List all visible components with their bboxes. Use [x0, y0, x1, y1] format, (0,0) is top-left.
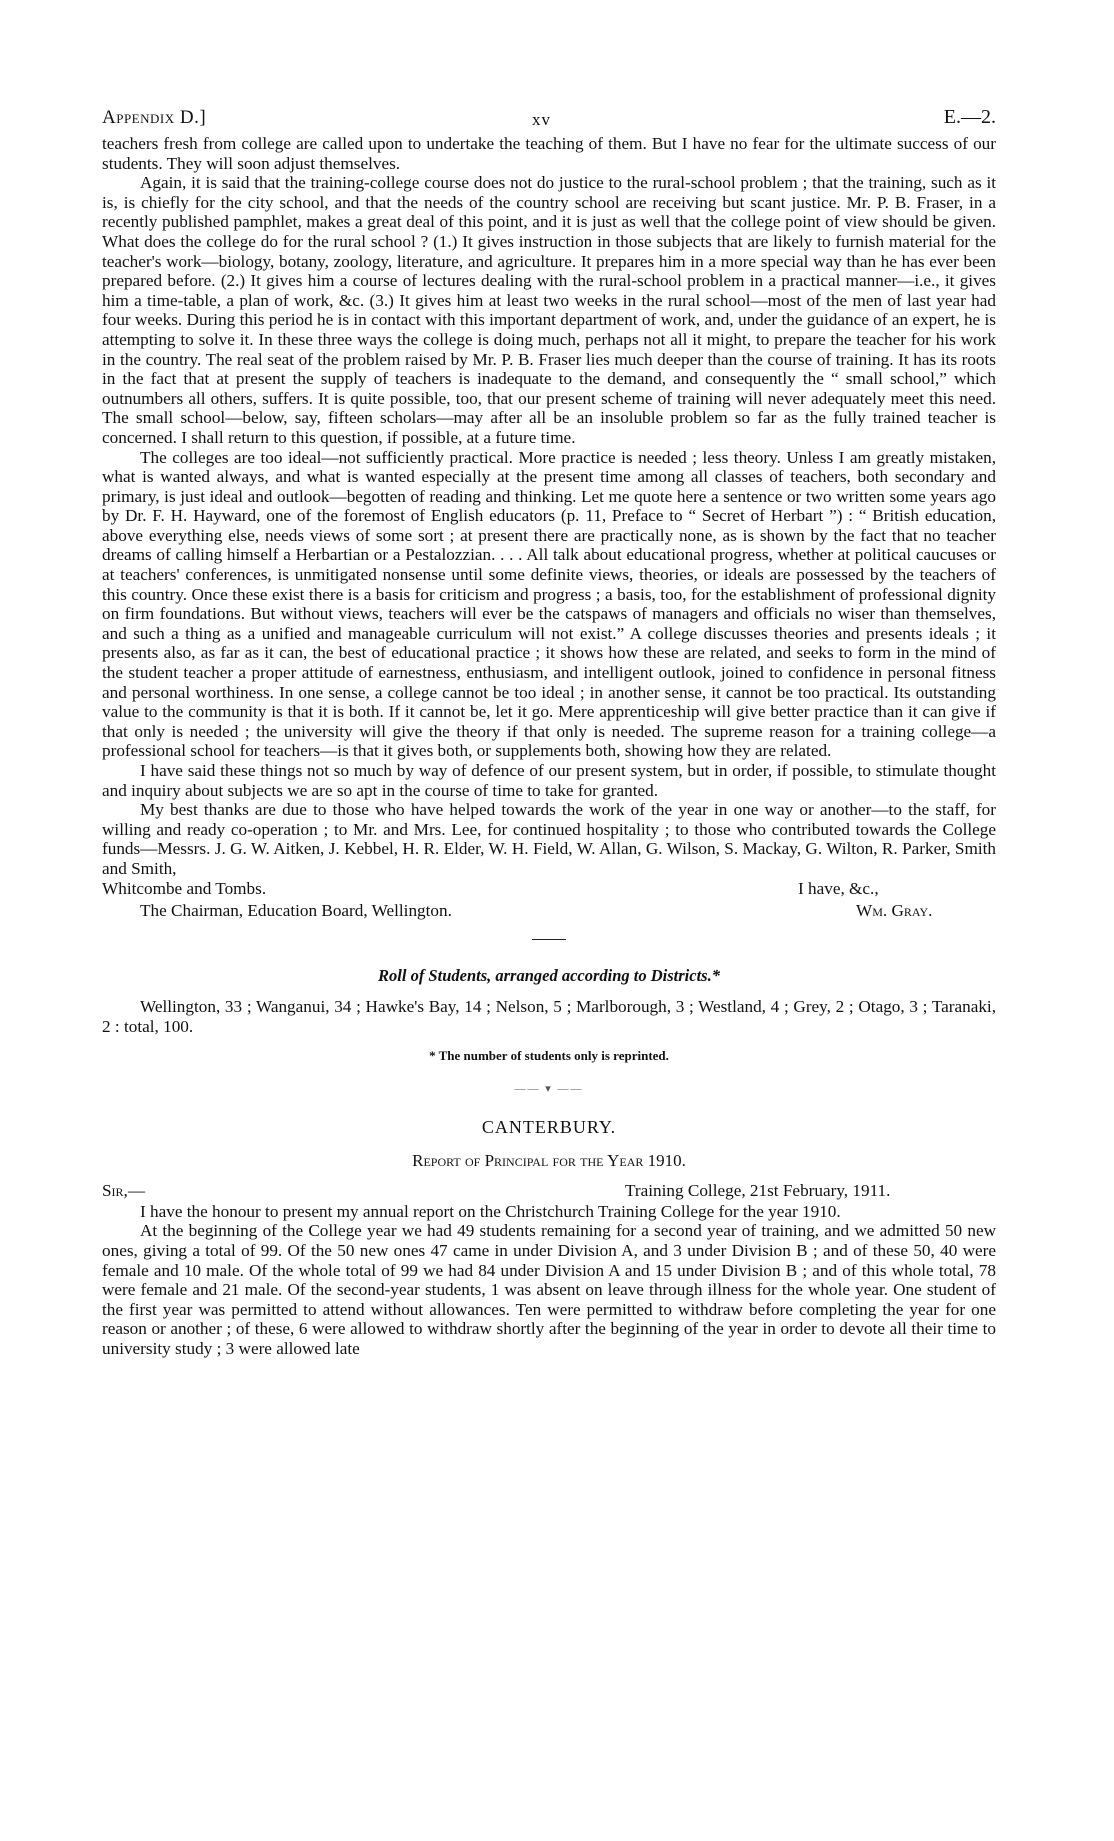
roll-heading: Roll of Students, arranged according to Districts.*: [378, 965, 720, 985]
header-reference: E.—2.: [943, 106, 996, 128]
ornament-divider: —— ▾ ——: [514, 1082, 584, 1095]
paragraph-enrolment: At the beginning of the College year we had 49 students remaining for a second year of training, and we admitted 50 new ones, giving a total of 99. Of the 50 new ones 47 came in under Division A, and 3 under Division B ; and of these 50, 40 were female and 10 male. Of the whole total of 99 we had 84 under Division A and 15 under Division B ; and of this whole total, 78 were female and 21 male. Of the second-year students, 1 was absent on leave through illness for the whole year. One student of the first year was permitted to attend without allowances. Ten were permitted to withdraw before completing the year for one reason or another ; of these, 6 were allowed to withdraw shortly after the beginning of the year in order to devote all their time to university study ; 3 were allowed late: [102, 1221, 996, 1358]
report-title-text: Report of Principal for the Year 1910.: [412, 1151, 686, 1171]
document-page: [102, 104, 996, 1358]
signature-line: [102, 901, 996, 931]
paragraph-defence: I have said these things not so much by way of defence of our present system, but in order, if possible, to stimulate thought and inquiry about subjects we are so apt in the course of time to take for granted.: [102, 761, 996, 800]
paragraph-colleges-ideal: The colleges are too ideal—not sufficiently practical. More practice is needed ; less theory. Unless I am greatly mistaken, what is wanted always, and what is wanted especially at the present time among all classes of teachers, both secondary and primary, is just ideal and outlook—begotten of reading and thinking. Let me quote here a sentence or two written some years ago by Dr. F. H. Hayward, one of the foremost of English educators (p. 11, Preface to “ Secret of Herbart ”) : “ British education, above everything else, needs views of some sort ; at present there are practically none, as is shown by the fact that no teacher dreams of calling himself a Herbartian or a Pestalozzian. . . . All talk about educational progress, whether at political caucuses or at teachers' conferences, is unmitigated nonsense until some definite views, theories, or ideals are possessed by the teachers of this country. Once these exist there is a basis for criticism and progress ; a basis, too, for the establishment of professional dignity on firm foundations. But without views, teachers will ever be the catspaws of managers and officials no wiser than themselves, and such a thing as a unified and manageable curriculum will not exist.” A college discusses theories and presents ideals ; it presents also, as far as it can, the best of educational practice ; it shows how these are related, and seeks to form in the mind of the student teacher a proper attitude of earnestness, enthusiasm, and intelligent outlook, joined to confidence in personal fitness and personal worthiness. In one sense, a college cannot be too ideal ; in another sense, it cannot be too practical. Its outstanding value to the community is that it is both. If it cannot be, let it go. Mere apprenticeship will give better practice than it can give if that only is needed ; the university will give the theory if that only is needed. The supreme reason for a training college—a professional school for teachers—is that it gives both, or supplements both, showing how they are related.: [102, 447, 996, 761]
page-header: [102, 104, 996, 134]
header-appendix: [102, 108, 206, 128]
header-appendix-prefix: Appendix: [102, 107, 175, 128]
section-divider: [532, 939, 566, 940]
header-appendix-suffix: D.]: [179, 107, 207, 128]
roll-text: Wellington, 33 ; Wanganui, 34 ; Hawke's Bay, 14 ; Nelson, 5 ; Marlborough, 3 ; Westland, 4 ; Grey, 2 ; Otago, 3 ; Taranaki, 2 : total, 100.: [102, 997, 996, 1036]
closing-right: I have, &c.,: [798, 878, 879, 898]
closing-left: Whitcombe and Tombs.: [102, 878, 267, 898]
header-page-number: xv: [532, 110, 551, 129]
paragraph-honour: I have the honour to present my annual report on the Christchurch Training College for the year 1910.: [140, 1201, 841, 1221]
signature: Wm. Gray.: [856, 900, 933, 920]
paragraph-continuation: teachers fresh from college are called upon to undertake the teaching of them. But I have no fear for the ultimate success of our students. They will soon adjust themselves.: [102, 134, 996, 173]
report-title: [102, 1151, 996, 1171]
addressee: The Chairman, Education Board, Wellington.: [140, 900, 452, 920]
place-date: Training College, 21st February, 1911.: [625, 1180, 891, 1200]
roll-footnote: * The number of students only is reprinted.: [429, 1048, 669, 1064]
salutation: Sir,—: [102, 1180, 146, 1200]
paragraph-thanks: My best thanks are due to those who have helped towards the work of the year in one way or another—to the staff, for willing and ready co-operation ; to Mr. and Mrs. Lee, for continued hospitality ; to those who contributed towards the College funds—Messrs. J. G. W. Aitken, J. Kebbel, H. R. Elder, W. H. Field, W. Allan, G. Wilson, S. Mackay, G. Wilton, R. Parker, Smith and Smith,: [102, 800, 996, 878]
salutation-line: [102, 1181, 996, 1202]
paragraph-rural-school: Again, it is said that the training-college course does not do justice to the rural-school problem ; that the training, such as it is, is chiefly for the city school, and that the needs of the country school are receiving but scant justice. Mr. P. B. Fraser, in a recently published pamphlet, makes a great deal of this point, and it is just as well that the college point of view should be given. What does the college do for the rural school ? (1.) It gives instruction in those subjects that are likely to furnish material for the teacher's work—biology, botany, zoology, literature, and agriculture. It prepares him in a more special way than he has ever been prepared before. (2.) It gives him a course of lectures dealing with the rural-school problem in a practical manner—i.e., it gives him a time-table, a plan of work, &c. (3.) It gives him at least two weeks in the rural school—most of the men of last year had four weeks. During this period he is in contact with this important department of work, and, under the guidance of an expert, he is attempting to solve it. In these three ways the college is doing much, perhaps not all it might, to prepare the teacher for his work in the country. The real seat of the problem raised by Mr. P. B. Fraser lies much deeper than the course of training. It has its roots in the fact that at present the supply of teachers is inadequate to the demand, and consequently the “ small school,” which outnumbers all others, suffers. It is quite possible, too, that our present scheme of training will never adequately meet this need. The small school—below, say, fifteen scholars—may after all be an insoluble problem so far as the fully trained teacher is concerned. I shall return to this question, if possible, at a future time.: [102, 173, 996, 447]
section-title: CANTERBURY.: [481, 1116, 617, 1137]
